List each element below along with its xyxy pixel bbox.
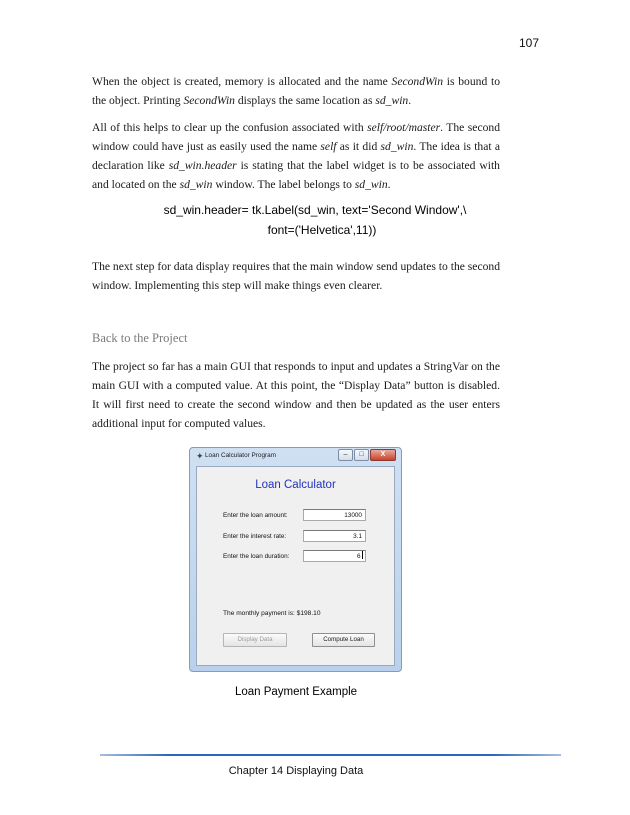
compute-loan-button[interactable]: Compute Loan — [312, 633, 375, 647]
minimize-button[interactable]: – — [338, 449, 353, 461]
feather-icon: ✦ — [196, 451, 204, 461]
app-heading: Loan Calculator — [255, 479, 336, 491]
footer-chapter-title: Chapter 14 Displaying Data — [228, 765, 364, 777]
code-term: SecondWin — [391, 75, 444, 88]
code-term: self/root/master — [367, 121, 441, 134]
code-term: self — [320, 140, 337, 153]
loan-amount-input[interactable]: 13000 — [303, 509, 366, 521]
code-term: sd_win.header — [168, 159, 237, 172]
text: . — [408, 94, 412, 107]
code-term: sd_win — [179, 178, 213, 191]
loan-duration-value: 6 — [356, 553, 361, 560]
loan-duration-label: Enter the loan duration: — [223, 553, 290, 560]
text: window. The label belongs to — [212, 178, 355, 191]
text: . The second window could have just as easily used the name — [92, 121, 500, 153]
text: as it did — [336, 140, 381, 153]
code-term: SecondWin — [183, 94, 235, 107]
paragraph-second-win — [92, 72, 500, 110]
section-heading: Back to the Project — [92, 331, 188, 345]
interest-rate-label: Enter the interest rate: — [223, 533, 287, 540]
loan-duration-input[interactable] — [303, 550, 366, 562]
window-titlebar[interactable] — [190, 448, 401, 465]
text: is bound to the object. Printing — [92, 75, 500, 107]
text: . The idea is that a declaration like — [92, 140, 501, 172]
page-number: 107 — [519, 36, 540, 50]
paragraph-project: The project so far has a main GUI that responds to input and updates a StringVar on the main GUI with a computed value. At this point, the “Display Data” button is disabled. It will first need to create the second window and then be updated as the user enters additional input for computed values. — [92, 360, 500, 430]
interest-rate-input[interactable]: 3.1 — [303, 530, 366, 542]
monthly-payment-text: The monthly payment is: $198.10 — [223, 610, 321, 617]
text-caret — [362, 551, 363, 559]
window-client-area — [196, 466, 395, 666]
code-term: sd_win — [375, 94, 409, 107]
footer-rule — [100, 754, 561, 756]
paragraph-self-root-master — [92, 118, 500, 194]
maximize-button[interactable]: □ — [354, 449, 369, 461]
paragraph-next-step: The next step for data display requires that the main window send updates to the second window. Implementing this step will make things even clearer. — [92, 260, 500, 292]
window-title: Loan Calculator Program — [205, 452, 277, 459]
text: All of this helps to clear up the confusion associated with — [92, 121, 368, 134]
text: . — [387, 178, 391, 191]
loan-amount-label: Enter the loan amount: — [223, 512, 288, 519]
loan-calculator-window — [189, 447, 402, 672]
text: When the object is created, memory is allocated and the name — [92, 75, 392, 88]
code-line-2: font=('Helvetica',11)) — [267, 223, 377, 237]
text: is stating that the label widget is to be associated with and located on the — [92, 159, 500, 191]
display-data-button[interactable]: Display Data — [223, 633, 287, 647]
figure-caption: Loan Payment Example — [234, 686, 358, 698]
text: displays the same location as — [234, 94, 376, 107]
code-line-1: sd_win.header= tk.Label(sd_win, text='Second Window',\ — [163, 203, 467, 217]
window-controls — [337, 449, 396, 461]
code-term: sd_win — [380, 140, 414, 153]
close-button[interactable]: X — [370, 449, 396, 461]
code-term: sd_win — [354, 178, 388, 191]
